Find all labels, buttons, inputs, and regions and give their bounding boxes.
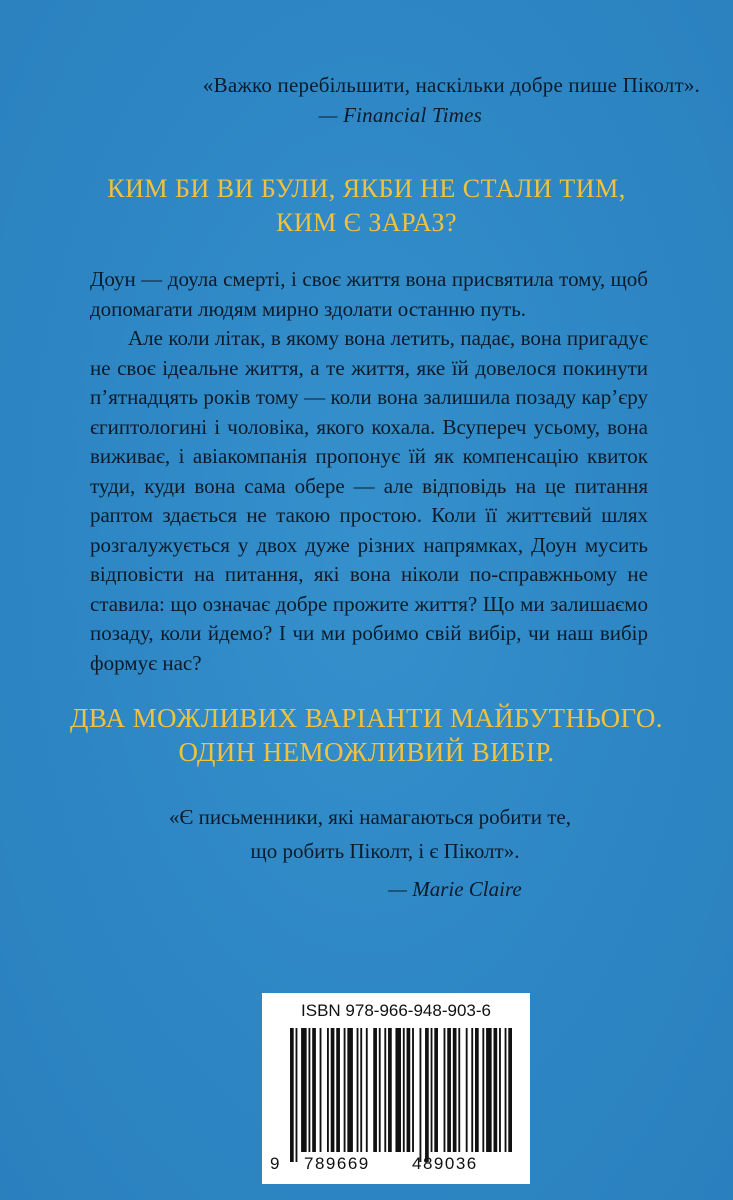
barcode-bars [262, 993, 530, 1184]
barcode-bar [379, 1028, 381, 1152]
bottom-quote-line1: «Є письменники, які намагаються робити те, [169, 805, 571, 829]
barcode-bar [360, 1028, 362, 1152]
book-description [90, 265, 648, 678]
barcode-bar [344, 1028, 346, 1152]
barcode-bar [357, 1028, 359, 1152]
barcode-bar [331, 1028, 335, 1152]
barcode-bar [482, 1028, 484, 1152]
barcode-bar [499, 1028, 501, 1152]
bottom-quote-line2: що робить Піколт, і є Піколт». [250, 839, 520, 863]
barcode-bar [508, 1028, 512, 1152]
top-quote-text: «Важко перебільшити, наскільки добре пише Піколт». [202, 73, 700, 97]
isbn-label: ISBN 978-966-948-903-6 [301, 1001, 491, 1020]
barcode-bar [296, 1028, 298, 1162]
top-quote-source: — Financial Times [318, 103, 482, 127]
headline-question-line1: КИМ БИ ВИ БУЛИ, ЯКБИ НЕ СТАЛИ ТИМ, [107, 174, 626, 203]
barcode-bar [412, 1028, 414, 1152]
headline-question [40, 172, 693, 240]
barcode-bar [373, 1028, 377, 1152]
barcode-bar [458, 1028, 460, 1152]
barcode-digit-lead: 9 [270, 1154, 281, 1173]
barcode-digits-left: 789669 [304, 1154, 370, 1173]
barcode-bar [347, 1028, 353, 1152]
barcode-bar [444, 1028, 446, 1152]
barcode-bar [494, 1028, 498, 1152]
barcode-bar [290, 1028, 294, 1162]
barcode-bar [327, 1028, 329, 1152]
isbn-barcode [262, 993, 530, 1184]
barcode-bar [336, 1028, 340, 1152]
barcode-bar [312, 1028, 316, 1152]
barcode-bar [471, 1028, 473, 1152]
barcode-bar [388, 1028, 392, 1152]
barcode-bar [407, 1028, 411, 1152]
barcode-bar [466, 1028, 468, 1152]
barcode-bar [434, 1028, 438, 1152]
barcode-bar [447, 1028, 451, 1152]
barcode-bar [403, 1028, 405, 1152]
description-paragraph-1: Доун — доула смерті, і своє життя вона присвятила тому, щоб допомагати людям мирно здолати останню путь. [90, 267, 648, 321]
barcode-digits-right: 489036 [412, 1154, 478, 1173]
headline-tagline [40, 701, 693, 769]
barcode-bar [301, 1028, 307, 1152]
barcode-bar [320, 1028, 322, 1152]
barcode-bar [420, 1028, 422, 1162]
barcode-bar [309, 1028, 311, 1152]
top-review-quote [60, 70, 700, 130]
headline-tagline-line1: ДВА МОЖЛИВИХ ВАРІАНТИ МАЙБУТНЬОГО. [70, 703, 663, 733]
headline-tagline-line2: ОДИН НЕМОЖЛИВИЙ ВИБІР. [178, 737, 555, 767]
description-paragraph-2: Але коли літак, в якому вона летить, падає, вона пригадує не своє ідеальне життя, а те життя, яке їй довелося покинути п’ятнадцять років тому — коли вона залишила позаду кар’єру єгиптологині і чоловіка, якого кохала. Всупереч усьому, вона виживає, і авіакомпанія пропонує їй як компенсацію квиток туди, куди вона сама обере — але відповідь на це питання раптом здається не такою простою. Коли її життєвий шлях розгалужується у двох дуже різних напрямках, Доун мусить відповісти на питання, які вона ніколи по-справжньому не ставила: що означає добре прожите життя? Що ми залишаємо позаду, коли йдемо? І чи ми робимо свій вибір, чи наш вибір формує нас? [90, 326, 648, 675]
barcode-bar [486, 1028, 492, 1152]
barcode-bar [475, 1028, 479, 1152]
bottom-review-quote [110, 800, 630, 906]
barcode-bar [431, 1028, 433, 1152]
barcode-bar [366, 1028, 368, 1152]
barcode-bar [425, 1028, 429, 1162]
headline-question-line2: КИМ Є ЗАРАЗ? [275, 208, 458, 237]
bottom-quote-source: — Marie Claire [388, 877, 522, 901]
barcode-bar [505, 1028, 507, 1152]
barcode-bar [384, 1028, 386, 1152]
barcode-bar [453, 1028, 457, 1152]
barcode-bar [395, 1028, 401, 1152]
